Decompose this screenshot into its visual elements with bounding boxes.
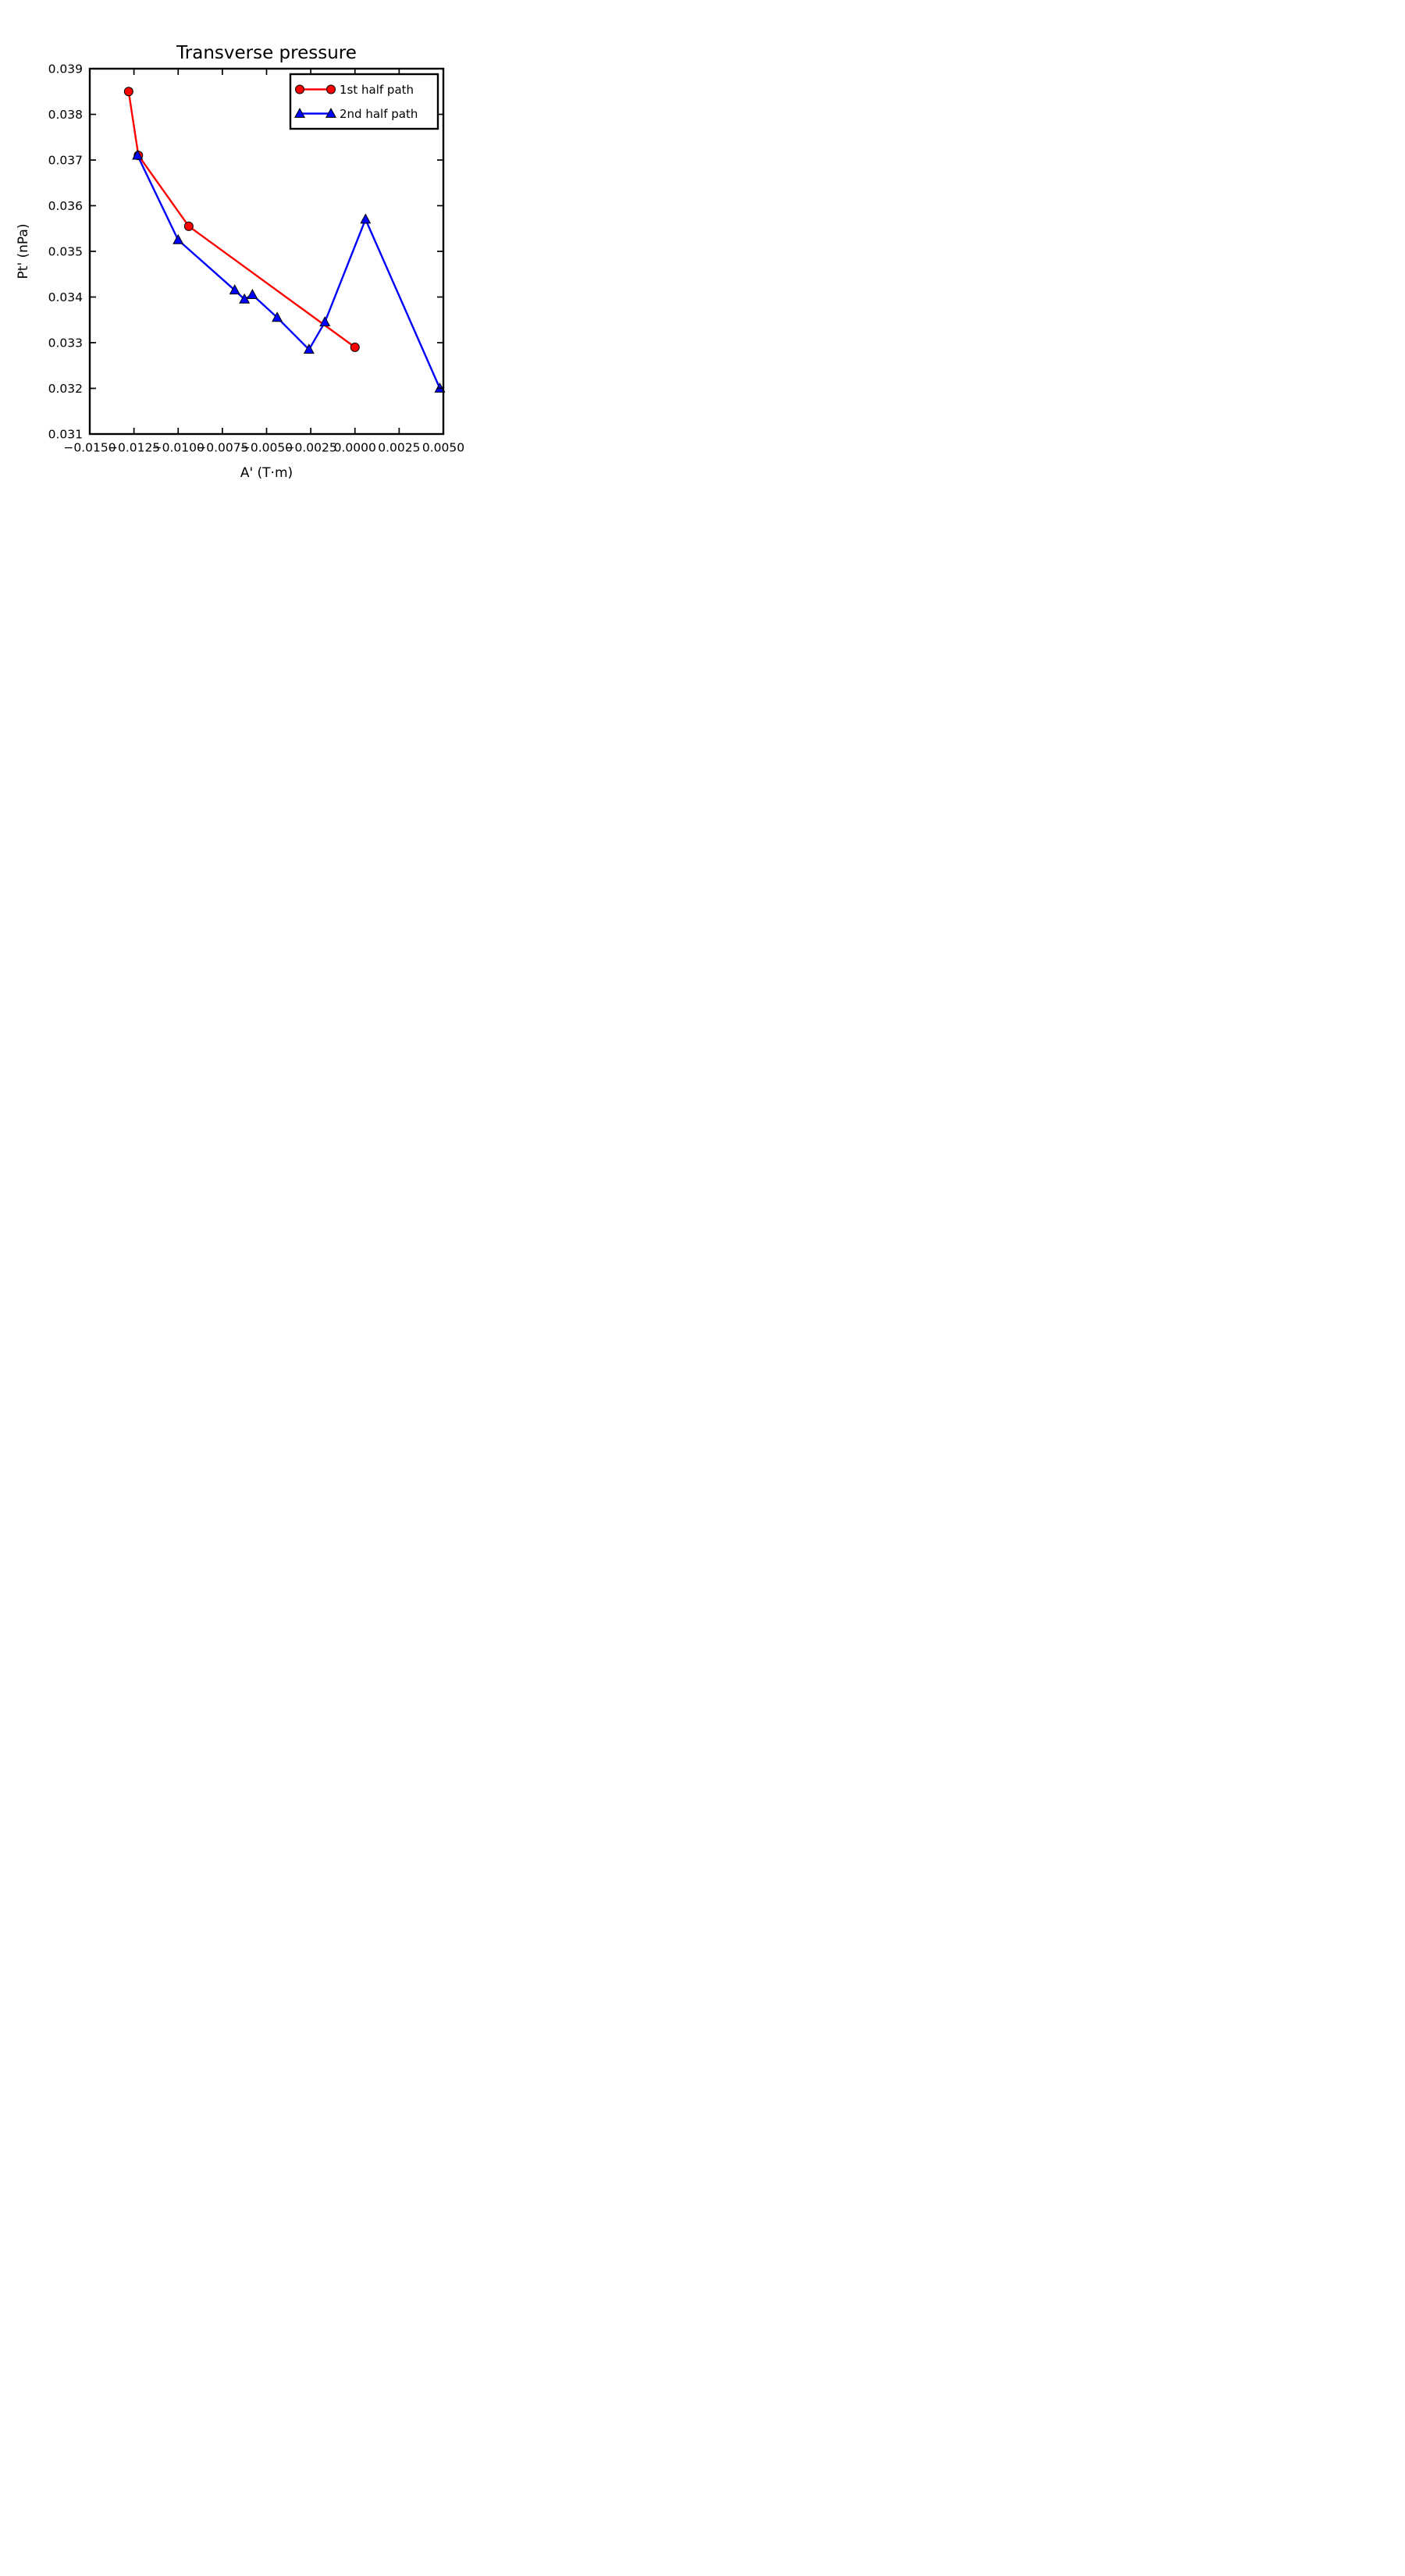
x-tick-label: −0.0075	[196, 440, 249, 455]
legend-label: 2nd half path	[340, 106, 418, 121]
y-tick-label: 0.037	[48, 153, 83, 168]
x-tick-label: −0.0050	[240, 440, 293, 455]
y-tick-label: 0.036	[48, 198, 83, 213]
x-tick-label: −0.0125	[108, 440, 161, 455]
y-axis-label: Pt' (nPa)	[16, 223, 31, 279]
x-axis-label: A' (T·m)	[240, 465, 293, 481]
series-markers-A-1	[133, 151, 445, 393]
y-tick-label: 0.035	[48, 244, 83, 259]
y-tick-label: 0.032	[48, 381, 83, 396]
panel-A	[16, 43, 464, 481]
x-tick-label: −0.0100	[151, 440, 205, 455]
panel-title: Transverse pressure	[176, 43, 357, 63]
y-tick-label: 0.038	[48, 107, 83, 122]
x-tick-label: −0.0150	[63, 440, 116, 455]
series-line-A-0	[129, 91, 355, 347]
x-tick-label: 0.0050	[422, 440, 465, 455]
x-tick-label: −0.0025	[284, 440, 337, 455]
y-tick-label: 0.034	[48, 290, 83, 304]
x-tick-label: 0.0025	[378, 440, 421, 455]
y-tick-label: 0.031	[48, 427, 83, 442]
legend	[290, 74, 438, 129]
y-tick-label: 0.039	[48, 62, 83, 76]
x-tick-label: 0.0000	[333, 440, 376, 455]
legend-label: 1st half path	[340, 82, 414, 97]
series-line-A-1	[137, 155, 439, 388]
y-tick-label: 0.033	[48, 336, 83, 350]
